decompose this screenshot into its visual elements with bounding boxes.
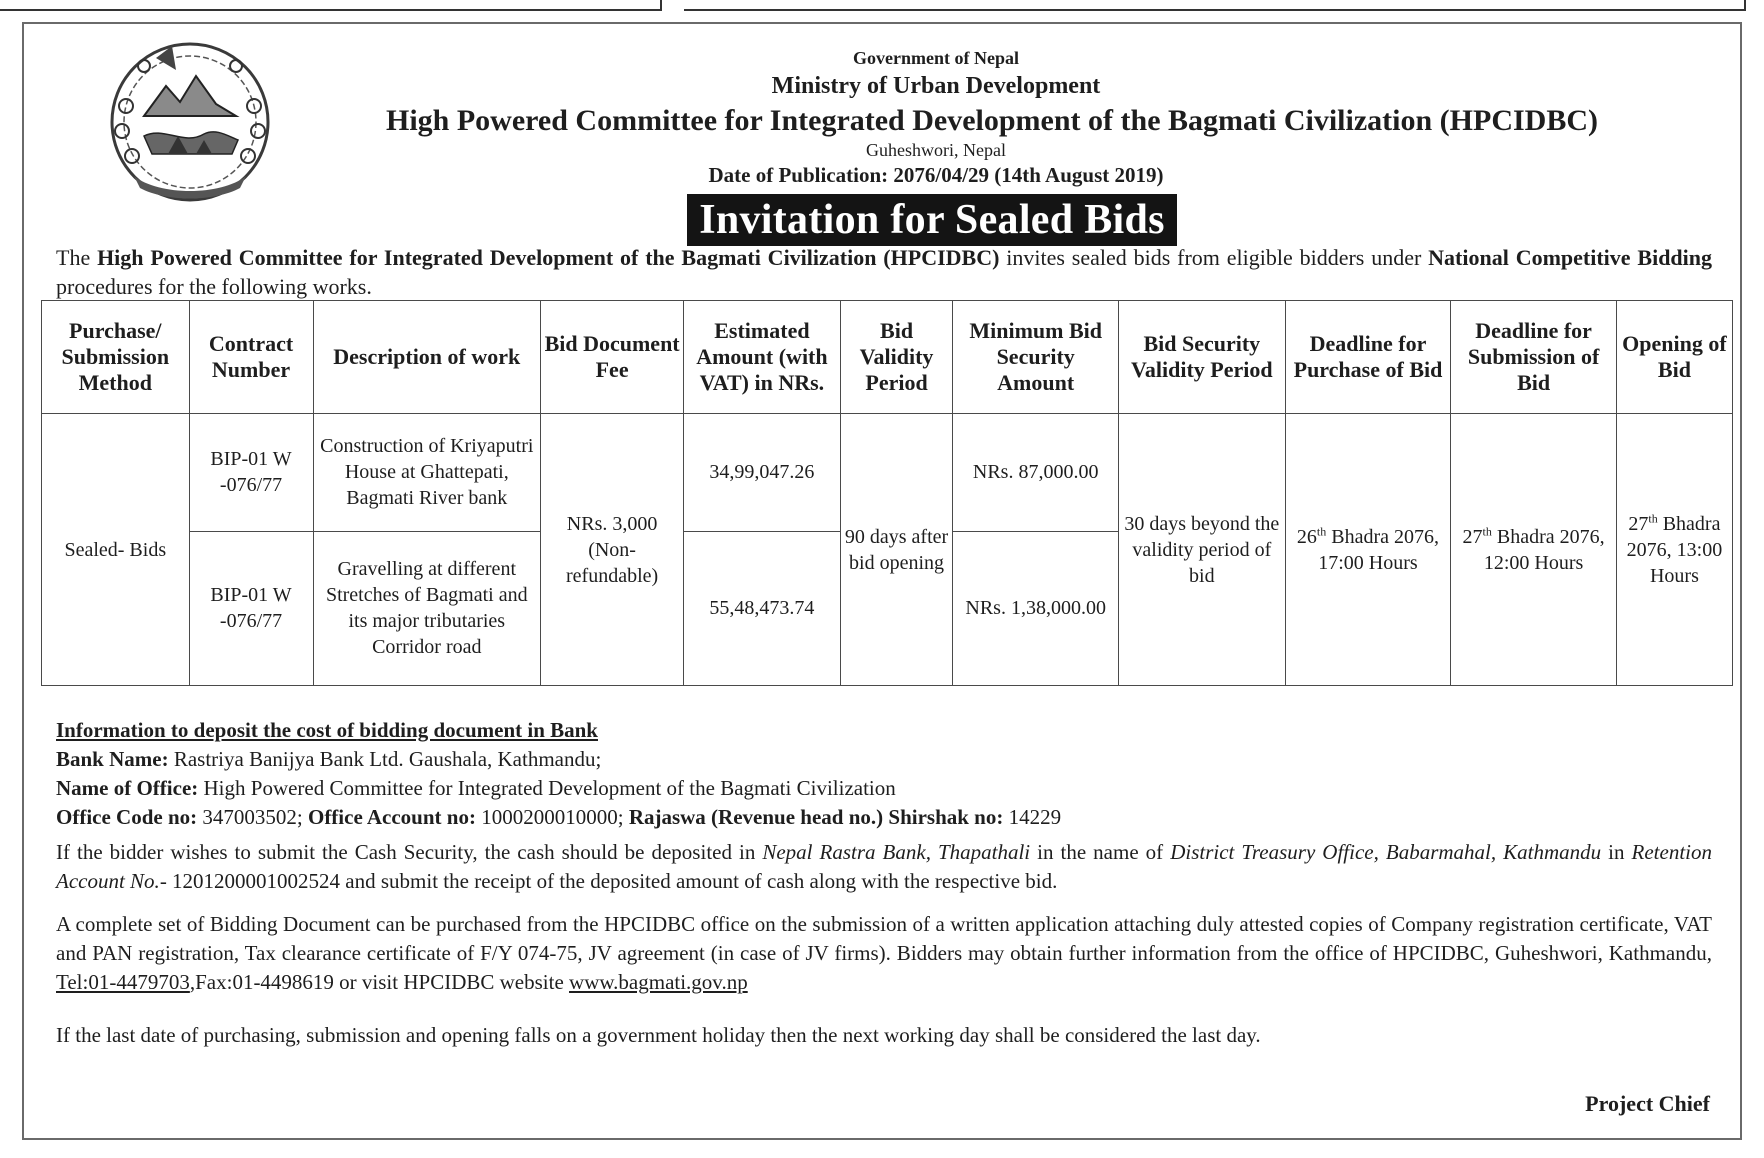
bank-info-heading-text: Information to deposit the cost of bidding document in Bank — [56, 718, 598, 742]
date-rest: Bhadra 2076, 13:00 Hours — [1626, 512, 1723, 587]
paragraph-text: in the name of — [1030, 840, 1171, 864]
committee-heading: High Powered Committee for Integrated Development of the Bagmati Civilization (HPCIDBC) — [385, 104, 1598, 137]
security-amount-cell: NRs. 87,000.00 — [953, 414, 1119, 532]
holiday-paragraph — [56, 1021, 1712, 1050]
website-link[interactable]: www.bagmati.gov.np — [569, 970, 748, 994]
description-cell: Gravelling at different Stretches of Bagmati and its major tributaries Corridor road — [313, 531, 541, 685]
bidding-document-paragraph — [56, 910, 1712, 997]
paragraph-text: in — [1601, 840, 1632, 864]
bank-name-line — [56, 745, 1716, 774]
column-header: Bid Security Validity Period — [1118, 301, 1285, 414]
purchase-deadline-cell — [1285, 414, 1451, 686]
office-code-value: 347003502; — [197, 805, 308, 829]
column-header: Estimated Amount (with VAT) in NRs. — [684, 301, 841, 414]
paragraph-text: - 1201200001002524 and submit the receipt of the deposited amount of cash along with the respective bid. — [159, 869, 1058, 893]
method-cell: Sealed- Bids — [42, 414, 190, 686]
office-name-label: Name of Office: — [56, 776, 199, 800]
contract-cell: BIP-01 W -076/77 — [189, 531, 313, 685]
paragraph-text: ,Fax:01-4498619 or visit HPCIDBC website — [189, 970, 570, 994]
column-header: Deadline for Purchase of Bid — [1285, 301, 1451, 414]
office-account-value: 1000200010000; — [475, 805, 629, 829]
estimated-amount-cell: 55,48,473.74 — [684, 531, 841, 685]
column-header: Description of work — [313, 301, 541, 414]
bank-name-label: Bank Name: — [56, 747, 169, 771]
retention-account-label: Retention Account No. — [56, 840, 1712, 893]
date-suffix: th — [1316, 523, 1327, 538]
paragraph-text: A complete set of Bidding Document can be purchased from the HPCIDBC office on the submission of a written application attaching duly attested copies of Company registration certificate, VAT and PAN registration, Tax clearance certificate of F/Y 074-75, JV agreement (in case of JV firms). Bidders may obtain further information from the office of HPCIDBC, Guheshwori, Kathmandu, — [56, 912, 1712, 965]
column-header: Purchase/ Submission Method — [42, 301, 190, 414]
paragraph-text: If the bidder wishes to submit the Cash Security, the cash should be deposited in — [56, 840, 763, 864]
intro-text: procedures for the following works. — [56, 274, 372, 299]
estimated-amount-cell: 34,99,047.26 — [684, 414, 841, 532]
bank-name-value: Rastriya Banijya Bank Ltd. Gaushala, Kathmandu; — [168, 747, 602, 771]
intro-text: invites sealed bids from eligible bidders under — [999, 245, 1429, 270]
table-row — [42, 414, 1733, 532]
column-header: Bid Validity Period — [840, 301, 953, 414]
date-day: 26 — [1296, 525, 1317, 548]
office-account-label: Office Account no: — [307, 805, 476, 829]
date-rest: Bhadra 2076, 17:00 Hours — [1318, 525, 1440, 574]
location-heading: Guheshwori, Nepal — [866, 140, 1006, 160]
bids-table — [41, 300, 1733, 686]
column-header: Opening of Bid — [1616, 301, 1732, 414]
column-header: Bid Document Fee — [541, 301, 684, 414]
intro-committee-name: High Powered Committee for Integrated Development of the Bagmati Civilization (HPCIDBC) — [97, 245, 1000, 270]
date-rest: Bhadra 2076, 12:00 Hours — [1483, 525, 1605, 574]
treasury-office-name: District Treasury Office, Babarmahal, Kathmandu — [1170, 840, 1602, 864]
paragraph-text: If the last date of purchasing, submission and opening falls on a government holiday then the next working day shall be considered the last day. — [56, 1023, 1261, 1047]
office-name-line — [56, 774, 1716, 803]
telephone-link[interactable]: Tel:01-4479703 — [56, 970, 190, 994]
column-header: Contract Number — [189, 301, 313, 414]
bid-validity-cell: 90 days after bid opening — [840, 414, 953, 686]
top-border-left — [0, 0, 662, 11]
column-header: Deadline for Submission of Bid — [1451, 301, 1617, 414]
bank-info-block — [56, 716, 1716, 832]
bank-branch-name: Nepal Rastra Bank, Thapathali — [762, 840, 1031, 864]
top-border-right — [684, 0, 1746, 11]
table-header-row — [42, 301, 1733, 414]
intro-text: The — [56, 245, 98, 270]
revenue-head-label: Rajaswa (Revenue head no.) Shirshak no: — [628, 805, 1004, 829]
revenue-head-value: 14229 — [1003, 805, 1062, 829]
intro-bidding-type: National Competitive Bidding — [1428, 245, 1713, 270]
ministry-heading: Ministry of Urban Development — [771, 73, 1101, 99]
signature: Project Chief — [1585, 1091, 1710, 1116]
date-suffix: th — [1482, 523, 1492, 538]
notice-title: Invitation for Sealed Bids — [687, 194, 1177, 246]
security-amount-cell: NRs. 1,38,000.00 — [953, 531, 1119, 685]
date-suffix: th — [1648, 510, 1658, 525]
date-day: 27 — [1462, 525, 1483, 548]
contract-cell: BIP-01 W -076/77 — [189, 414, 313, 532]
office-name-value: High Powered Committee for Integrated Development of the Bagmati Civilization — [198, 776, 896, 800]
cash-security-paragraph — [56, 838, 1712, 896]
office-code-line — [56, 803, 1716, 832]
opening-cell — [1616, 414, 1732, 686]
security-validity-cell: 30 days beyond the validity period of bid — [1118, 414, 1285, 686]
office-code-label: Office Code no: — [56, 805, 198, 829]
column-header: Minimum Bid Security Amount — [953, 301, 1119, 414]
description-cell: Construction of Kriyaputri House at Ghattepati, Bagmati River bank — [313, 414, 541, 532]
fee-cell: NRs. 3,000 (Non-refundable) — [541, 414, 684, 686]
submission-deadline-cell — [1451, 414, 1617, 686]
date-day: 27 — [1628, 512, 1649, 535]
publication-date: Date of Publication: 2076/04/29 (14th August 2019) — [708, 163, 1164, 187]
bank-info-heading — [56, 716, 1716, 745]
intro-paragraph — [56, 243, 1712, 301]
government-heading: Government of Nepal — [853, 48, 1019, 68]
title-wrap — [0, 194, 1764, 246]
